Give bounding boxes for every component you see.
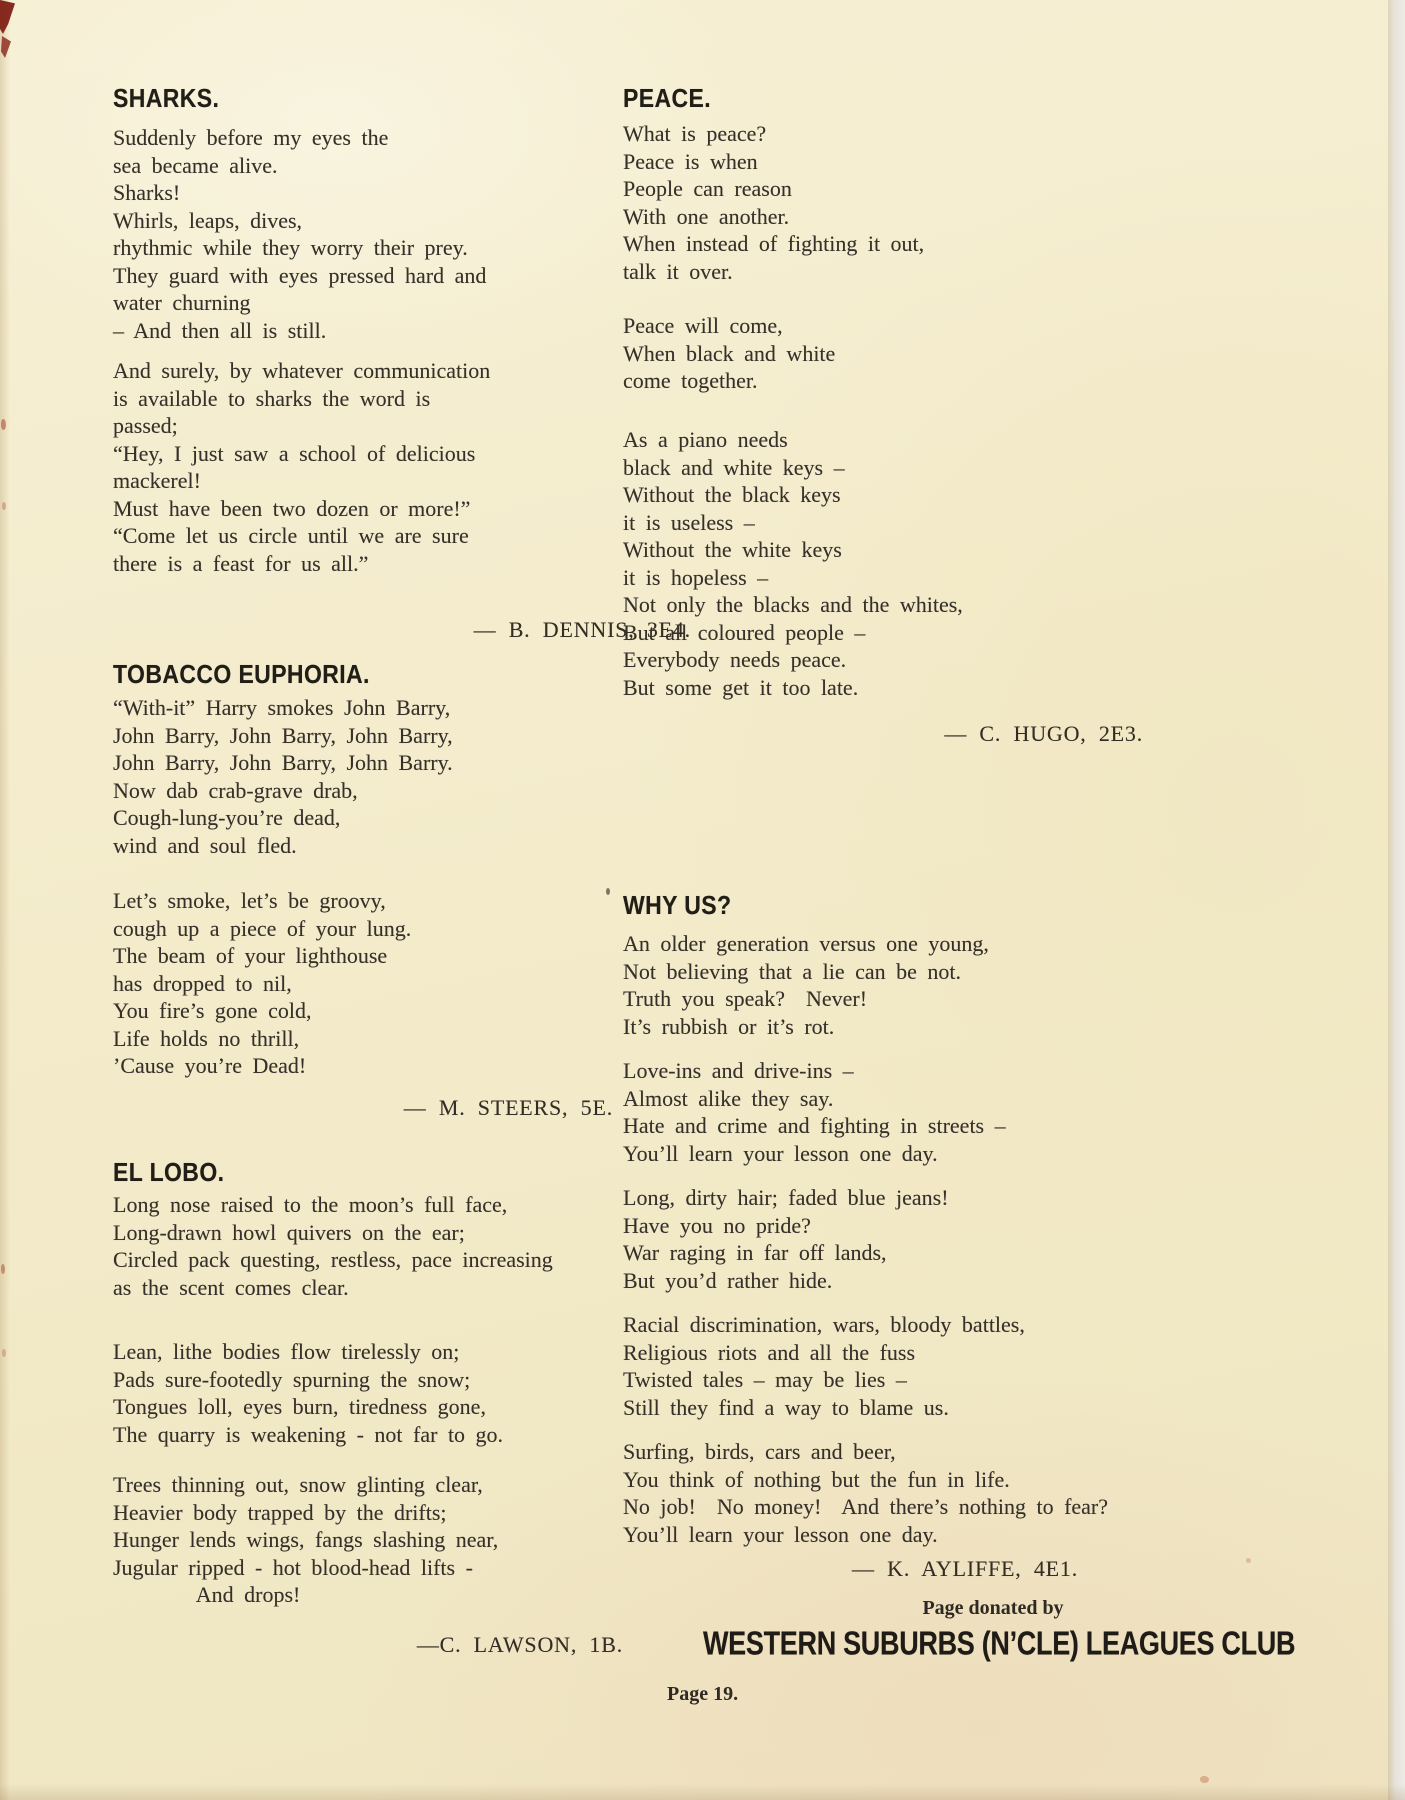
poem-line: Trees thinning out, snow glinting clear, [113,1472,483,1497]
poem-line: Peace will come, [623,313,783,338]
poem-stanza [113,1191,583,1301]
poem-title: SHARKS. [113,82,220,113]
page-number: Page 19. [667,1683,739,1705]
poem-stanza [623,120,1183,285]
poem-line: People can reason [623,176,792,201]
poem-line: Everybody needs peace. [623,647,847,672]
poem-line: “With-it” Harry smokes John Barry, [113,695,451,720]
poem-line: Pads sure-footedly spurning the snow; [113,1366,471,1392]
poem-line: John Barry, John Barry, John Barry, [113,722,453,748]
poem-line: And surely, by whatever communication [113,358,491,383]
poem-line: Suddenly before my eyes the [113,125,389,150]
poem-line: there is a feast for us all.” [113,550,369,576]
poem-line: Love-ins and drive-ins – [623,1058,854,1083]
ink-speck [1,1264,5,1274]
page-bottom-edge [0,1784,1405,1800]
poem-stanza [623,1057,1183,1167]
poem-line: They guard with eyes pressed hard and [113,262,487,288]
poem-line: Still they find a way to blame us. [623,1394,949,1420]
poem-line: When black and white [623,340,836,366]
poem-stanza [113,357,583,577]
poem-line: come together. [623,368,758,393]
ink-speck [2,1349,6,1357]
poem-stanza [623,1184,1183,1294]
poem-attribution: —C. LAWSON, 1B. [416,1632,623,1657]
poem-line: Not only the blacks and the whites, [623,592,963,617]
ink-speck [1246,1558,1251,1563]
poem-line: No job! No money! And there’s nothing to fear? [623,1494,1109,1519]
poem-line: Racial discrimination, wars, bloody battles, [623,1312,1025,1337]
poem-line: When instead of fighting it out, [623,231,925,256]
poem-line: it is hopeless – [623,564,769,590]
poem-stanza [113,887,583,1080]
poem-line: passed; [113,413,178,438]
poem-line: But some get it too late. [623,674,859,700]
poem-line: Religious riots and all the fuss [623,1339,916,1365]
poem-line: water churning [113,290,251,315]
poem-line: The quarry is weakening - not far to go. [113,1421,504,1447]
poem-line: Jugular ripped - hot blood-head lifts - [113,1554,473,1580]
poem-line: Without the white keys [623,537,842,562]
poem-line: Surfing, birds, cars and beer, [623,1439,896,1464]
poem-attribution: — M. STEERS, 5E. [403,1095,613,1120]
poem-line: You’ll learn your lesson one day. [623,1521,938,1547]
poem-stanza [623,1438,1183,1548]
ink-speck [1200,1776,1209,1783]
poem-line: Cough-lung-you’re dead, [113,805,341,830]
page-left-edge [0,0,10,1800]
poem-line: Long, dirty hair; faded blue jeans! [623,1185,949,1210]
poem-line: talk it over. [623,258,733,284]
poem-line: sea became alive. [113,152,278,178]
poem-line: John Barry, John Barry, John Barry. [113,750,453,775]
ink-speck [1,419,6,430]
poem-stanza [113,1338,583,1448]
poem-line: But all coloured people – [623,619,866,645]
poem-line: Twisted tales – may be lies – [623,1367,907,1392]
poem-line: You think of nothing but the fun in life. [623,1466,1010,1492]
poem-line: is available to sharks the word is [113,385,431,411]
poem-line: You fire’s gone cold, [113,998,312,1023]
poem-attribution: — C. HUGO, 2E3. [944,721,1143,746]
poem-line: Long nose raised to the moon’s full face, [113,1192,508,1217]
poem-line: has dropped to nil, [113,970,292,996]
poem-line: But you’d rather hide. [623,1267,833,1293]
poem-line: Must have been two dozen or more!” [113,495,471,521]
poem-stanza [623,426,1183,701]
poem-stanza [623,312,1183,395]
club-name: WESTERN SUBURBS (N’CLE) LEAGUES CLUB [703,1625,1296,1662]
poem-line: It’s rubbish or it’s rot. [623,1013,835,1039]
poem-line: Almost alike they say. [623,1085,834,1111]
poem-line: Long-drawn howl quivers on the ear; [113,1219,465,1245]
poem-line: Lean, lithe bodies flow tirelessly on; [113,1339,460,1364]
poem-line: “Come let us circle until we are sure [113,523,469,548]
poem-line: And drops! [113,1582,301,1607]
poem-line: As a piano needs [623,427,788,452]
poem-line: Tongues loll, eyes burn, tiredness gone, [113,1394,486,1419]
poem-line: The beam of your lighthouse [113,943,388,968]
poem-line: Sharks! [113,180,181,205]
poem-line: With one another. [623,203,790,229]
poem-attribution: — B. DENNIS, 3E4. [473,617,691,642]
poem-line: Peace is when [623,148,758,174]
poem-line: mackerel! [113,468,201,493]
poem-line: What is peace? [623,121,767,146]
poem-line: “Hey, I just saw a school of delicious [113,440,476,466]
poem-line: War raging in far off lands, [623,1240,887,1265]
poem-title: TOBACCO EUPHORIA. [113,658,370,689]
poem-line: Heavier body trapped by the drifts; [113,1499,447,1525]
poem-line: Hunger lends wings, fangs slashing near, [113,1527,499,1552]
poem-line: Now dab crab-grave drab, [113,777,358,803]
poem-stanza [623,930,1183,1040]
poem-line: it is useless – [623,509,755,535]
poem-title: WHY US? [623,889,732,920]
poem-line: Whirls, leaps, dives, [113,207,303,233]
poem-line: wind and soul fled. [113,832,297,858]
poem-stanza [623,1311,1183,1421]
poem-line: Truth you speak? Never! [623,986,868,1011]
poem-stanza [113,694,583,859]
poem-line: An older generation versus one young, [623,931,989,956]
poem-line: cough up a piece of your lung. [113,915,412,941]
poem-line: – And then all is still. [113,317,327,343]
poem-line: Life holds no thrill, [113,1025,300,1051]
poem-line: Circled pack questing, restless, pace increasing [113,1247,553,1272]
poem-line: Let’s smoke, let’s be groovy, [113,888,386,913]
poem-line: rhythmic while they worry their prey. [113,235,468,260]
poem-line: Have you no pride? [623,1212,811,1238]
poem-line: You’ll learn your lesson one day. [623,1140,938,1166]
poem-line: as the scent comes clear. [113,1274,349,1300]
poem-line: Not believing that a lie can be not. [623,958,962,984]
ink-speck [2,502,6,510]
poem-stanza [113,124,583,344]
poem-stanza [113,1471,583,1609]
ink-speck [606,888,610,895]
poem-line: Without the black keys [623,482,841,507]
donated-by-line: Page donated by [922,1597,1064,1619]
poem-attribution: — K. AYLIFFE, 4E1. [852,1556,1078,1581]
poem-line: Hate and crime and fighting in streets – [623,1113,1006,1138]
poem-title: PEACE. [623,82,712,113]
poem-line: ’Cause you’re Dead! [113,1053,307,1078]
poem-title: EL LOBO. [113,1156,225,1187]
poem-line: black and white keys – [623,454,845,480]
page-right-edge [1388,0,1405,1800]
